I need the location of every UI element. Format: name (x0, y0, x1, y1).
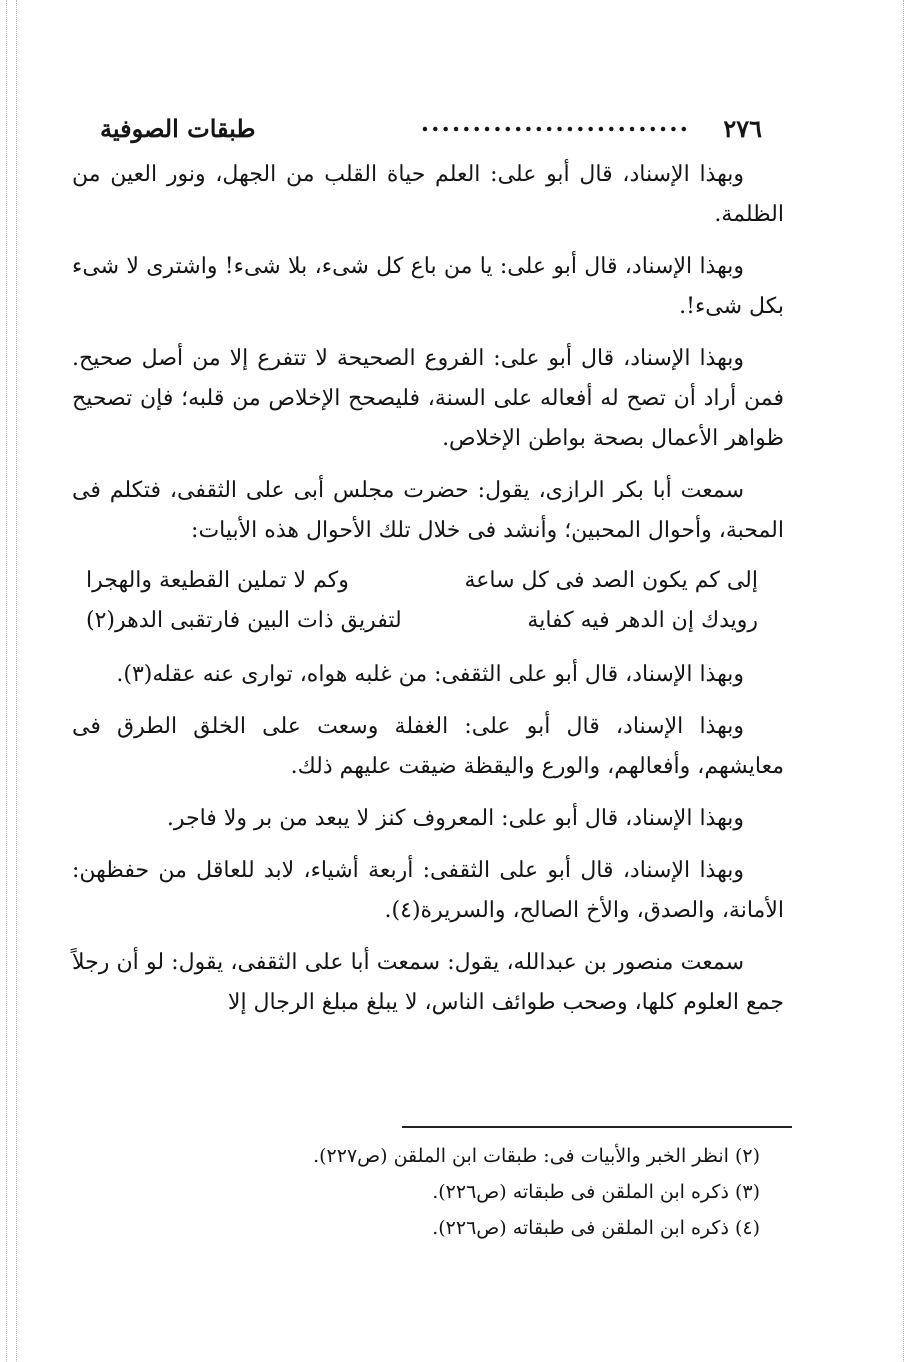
page-body (72, 155, 784, 1035)
verse-second-hemistich: وكم لا تملين القطيعة والهجرا (86, 568, 349, 593)
paragraph: سمعت أبا بكر الرازى، يقول: حضرت مجلس أبى على الثقفى، فتكلم فى المحبة، وأحوال المحبين؛ وأنشد فى خلال تلك الأحوال هذه الأبيات: (72, 478, 784, 543)
paragraph: وبهذا الإسناد، قال أبو على الثقفى: أربعة أشياء، لابد للعاقل من حفظهن: الأمانة، والصدق، والأخ الصالح، والسريرة(٤). (72, 858, 784, 923)
running-title: طبقات الصوفية (100, 114, 256, 143)
page-header (100, 110, 762, 148)
paragraph: سمعت منصور بن عبدالله، يقول: سمعت أبا على الثقفى، يقول: لو أن رجلاً جمع العلوم كلها، وصحب طوائف الناس، لا يبلغ مبلغ الرجال إلا (72, 950, 784, 1015)
footnote-separator (402, 1126, 792, 1128)
paragraph: وبهذا الإسناد، قال أبو على: المعروف كنز لا يبعد من بر ولا فاجر. (166, 806, 744, 831)
paragraph: وبهذا الإسناد، قال أبو على: الغفلة وسعت على الخلق الطرق فى معايشهم، وأفعالهم، والورع واليقظة ضيقت عليهم ذلك. (72, 714, 784, 779)
page-number: ٢٧٦ (723, 114, 762, 143)
poem (72, 561, 784, 641)
scan-edge-dots (903, 0, 904, 1362)
footnote: (٢) انظر الخبر والأبيات فى: طبقات ابن الملقن (ص٢٢٧). (313, 1145, 760, 1167)
footnote: (٤) ذكره ابن الملقن فى طبقاته (ص٢٢٦). (432, 1217, 760, 1239)
verse-second-hemistich: لتفريق ذات البين فارتقبى الدهر(٢) (86, 608, 402, 633)
paragraph: وبهذا الإسناد، قال أبو على الثقفى: من غلبه هواه، توارى عنه عقله(٣). (116, 662, 744, 687)
footnotes (120, 1138, 760, 1246)
poem-verse (72, 601, 784, 641)
footnote: (٣) ذكره ابن الملقن فى طبقاته (ص٢٢٦). (432, 1181, 760, 1203)
paragraph: وبهذا الإسناد، قال أبو على: العلم حياة القلب من الجهل، ونور العين من الظلمة. (72, 162, 784, 227)
paragraph: وبهذا الإسناد، قال أبو على: الفروع الصحيحة لا تتفرع إلا من أصل صحيح. فمن أراد أن تصح له أفعاله على السنة، فليصحح الإخلاص من قلبه؛ فإن تصحيح ظواهر الأعمال بصحة بواطن الإخلاص. (72, 346, 784, 451)
verse-first-hemistich: رويدك إن الدهر فيه كفاية (527, 608, 758, 633)
header-leader-dots: .......................... (420, 108, 690, 137)
poem-verse (72, 561, 784, 601)
verse-first-hemistich: إلى كم يكون الصد فى كل ساعة (464, 568, 758, 593)
scan-edge-dots (16, 0, 17, 1362)
scan-edge-dots (6, 0, 7, 1362)
paragraph: وبهذا الإسناد، قال أبو على: يا من باع كل شىء، بلا شىء! واشترى لا شىء بكل شىء!. (72, 254, 784, 319)
